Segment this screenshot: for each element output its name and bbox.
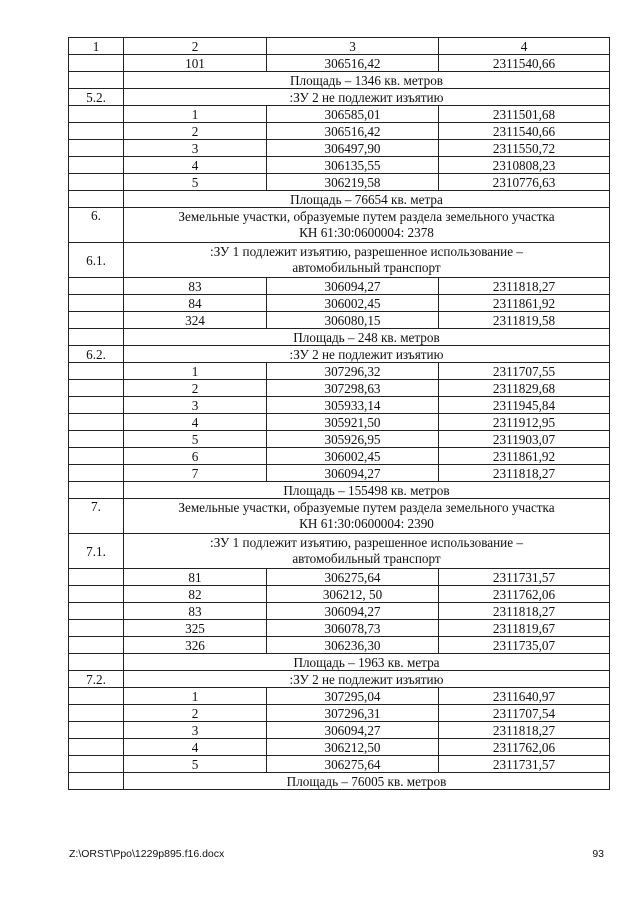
- area-text: Площадь – 155498 кв. метров: [124, 482, 610, 499]
- y-coordinate: 2311818,27: [439, 465, 610, 482]
- x-coordinate: 306275,64: [267, 756, 439, 773]
- table-row: [69, 705, 610, 722]
- x-coordinate: 306236,30: [267, 637, 439, 654]
- x-coordinate: 306094,27: [267, 465, 439, 482]
- section-cell: [69, 329, 124, 346]
- table-row: [69, 431, 610, 448]
- table-row: [69, 414, 610, 431]
- point-number: 2: [124, 705, 267, 722]
- section-cell: [69, 637, 124, 654]
- header-row: [69, 38, 610, 55]
- group-heading-line: КН 61:30:0600004: 2390: [299, 516, 434, 531]
- y-coordinate: 2311735,07: [439, 637, 610, 654]
- x-coordinate: 307296,31: [267, 705, 439, 722]
- point-number: 5: [124, 756, 267, 773]
- point-number: 325: [124, 620, 267, 637]
- table-row: [69, 756, 610, 773]
- coordinates-table: [68, 37, 610, 790]
- section-cell: [69, 72, 124, 89]
- x-coordinate: 306135,55: [267, 157, 439, 174]
- table-row: [69, 637, 610, 654]
- y-coordinate: 2311540,66: [439, 123, 610, 140]
- section-cell: [69, 482, 124, 499]
- point-number: 6: [124, 448, 267, 465]
- table-row: [69, 106, 610, 123]
- y-coordinate: 2311912,95: [439, 414, 610, 431]
- y-coordinate: 2311819,58: [439, 312, 610, 329]
- area-row: [69, 72, 610, 89]
- table-row: [69, 603, 610, 620]
- section-cell: [69, 654, 124, 671]
- section-cell: [69, 569, 124, 586]
- section-cell: [69, 414, 124, 431]
- group-heading-line: Земельные участки, образуемые путем раздела земельного участка: [178, 500, 555, 515]
- parcel-label: :ЗУ 2 не подлежит изъятию: [124, 671, 610, 688]
- point-number: 7: [124, 465, 267, 482]
- area-row: [69, 329, 610, 346]
- table-row: [69, 174, 610, 191]
- x-coordinate: 306094,27: [267, 603, 439, 620]
- x-coordinate: 306497,90: [267, 140, 439, 157]
- section-cell: [69, 705, 124, 722]
- area-row: [69, 773, 610, 790]
- y-coordinate: 2311731,57: [439, 756, 610, 773]
- section-number: 7.1.: [69, 534, 124, 569]
- parcel-label: [124, 243, 610, 278]
- parcel-label-line: :ЗУ 1 подлежит изъятию, разрешенное использование –: [210, 244, 523, 259]
- section-cell: [69, 431, 124, 448]
- section-cell: [69, 123, 124, 140]
- point-number: 82: [124, 586, 267, 603]
- x-coordinate: 306212, 50: [267, 586, 439, 603]
- section-cell: [69, 191, 124, 208]
- y-coordinate: 2311861,92: [439, 448, 610, 465]
- point-number: 101: [124, 55, 267, 72]
- y-coordinate: 2311861,92: [439, 295, 610, 312]
- parcel-label-row: [69, 89, 610, 106]
- point-number: 4: [124, 157, 267, 174]
- section-cell: [69, 756, 124, 773]
- point-number: 5: [124, 431, 267, 448]
- table-row: [69, 380, 610, 397]
- table-row: [69, 312, 610, 329]
- point-number: 83: [124, 603, 267, 620]
- y-coordinate: 2311819,67: [439, 620, 610, 637]
- x-coordinate: 307296,32: [267, 363, 439, 380]
- y-coordinate: 2310808,23: [439, 157, 610, 174]
- table-row: [69, 465, 610, 482]
- header-cell: 1: [69, 38, 124, 55]
- section-number: 6.: [69, 208, 124, 243]
- table-row: [69, 123, 610, 140]
- x-coordinate: 306094,27: [267, 278, 439, 295]
- group-heading-line: Земельные участки, образуемые путем раздела земельного участка: [178, 209, 555, 224]
- section-cell: [69, 397, 124, 414]
- section-cell: 6.2.: [69, 346, 124, 363]
- section-number: 7.: [69, 499, 124, 534]
- y-coordinate: 2311707,54: [439, 705, 610, 722]
- parcel-label: :ЗУ 2 не подлежит изъятию: [124, 346, 610, 363]
- y-coordinate: 2311818,27: [439, 278, 610, 295]
- x-coordinate: 305933,14: [267, 397, 439, 414]
- y-coordinate: 2311762,06: [439, 586, 610, 603]
- header-cell: 3: [267, 38, 439, 55]
- table-row: [69, 397, 610, 414]
- y-coordinate: 2311818,27: [439, 722, 610, 739]
- point-number: 3: [124, 140, 267, 157]
- table-row: [69, 55, 610, 72]
- y-coordinate: 2311540,66: [439, 55, 610, 72]
- point-number: 5: [124, 174, 267, 191]
- group-heading: [124, 208, 610, 243]
- y-coordinate: 2311707,55: [439, 363, 610, 380]
- parcel-label: [124, 534, 610, 569]
- point-number: 3: [124, 397, 267, 414]
- y-coordinate: 2311550,72: [439, 140, 610, 157]
- y-coordinate: 2310776,63: [439, 174, 610, 191]
- table-row: [69, 157, 610, 174]
- section-cell: [69, 620, 124, 637]
- section-cell: [69, 174, 124, 191]
- x-coordinate: 306516,42: [267, 123, 439, 140]
- table-row: [69, 688, 610, 705]
- area-row: [69, 654, 610, 671]
- group-heading-row: [69, 499, 610, 534]
- header-cell: 4: [439, 38, 610, 55]
- area-text: Площадь – 1963 кв. метра: [124, 654, 610, 671]
- section-cell: [69, 688, 124, 705]
- section-cell: [69, 106, 124, 123]
- parcel-label-line: автомобильный транспорт: [292, 260, 441, 275]
- point-number: 4: [124, 739, 267, 756]
- x-coordinate: 306094,27: [267, 722, 439, 739]
- x-coordinate: 306219,58: [267, 174, 439, 191]
- parcel-label-row: [69, 671, 610, 688]
- point-number: 1: [124, 688, 267, 705]
- point-number: 83: [124, 278, 267, 295]
- section-cell: [69, 603, 124, 620]
- table-row: [69, 739, 610, 756]
- area-row: [69, 191, 610, 208]
- x-coordinate: 306002,45: [267, 448, 439, 465]
- point-number: 324: [124, 312, 267, 329]
- y-coordinate: 2311731,57: [439, 569, 610, 586]
- y-coordinate: 2311762,06: [439, 739, 610, 756]
- section-cell: [69, 157, 124, 174]
- section-cell: [69, 739, 124, 756]
- table-row: [69, 448, 610, 465]
- x-coordinate: 306516,42: [267, 55, 439, 72]
- x-coordinate: 306212,50: [267, 739, 439, 756]
- parcel-label-line: :ЗУ 1 подлежит изъятию, разрешенное использование –: [210, 535, 523, 550]
- y-coordinate: 2311640,97: [439, 688, 610, 705]
- x-coordinate: 306080,15: [267, 312, 439, 329]
- section-cell: [69, 312, 124, 329]
- x-coordinate: 306078,73: [267, 620, 439, 637]
- x-coordinate: 305926,95: [267, 431, 439, 448]
- page-number: 93: [592, 848, 604, 860]
- section-cell: [69, 295, 124, 312]
- parcel-label-row: [69, 243, 610, 278]
- x-coordinate: 306585,01: [267, 106, 439, 123]
- table-body: [69, 38, 610, 790]
- x-coordinate: 307298,63: [267, 380, 439, 397]
- section-cell: [69, 363, 124, 380]
- header-cell: 2: [124, 38, 267, 55]
- section-cell: [69, 773, 124, 790]
- group-heading: [124, 499, 610, 534]
- area-text: Площадь – 76654 кв. метра: [124, 191, 610, 208]
- table-row: [69, 569, 610, 586]
- table-row: [69, 722, 610, 739]
- area-row: [69, 482, 610, 499]
- point-number: 1: [124, 106, 267, 123]
- point-number: 2: [124, 380, 267, 397]
- section-cell: [69, 140, 124, 157]
- x-coordinate: 307295,04: [267, 688, 439, 705]
- point-number: 4: [124, 414, 267, 431]
- group-heading-line: КН 61:30:0600004: 2378: [299, 225, 434, 240]
- parcel-label: :ЗУ 2 не подлежит изъятию: [124, 89, 610, 106]
- parcel-label-row: [69, 346, 610, 363]
- x-coordinate: 306275,64: [267, 569, 439, 586]
- section-cell: 7.2.: [69, 671, 124, 688]
- point-number: 84: [124, 295, 267, 312]
- table-row: [69, 620, 610, 637]
- group-heading-row: [69, 208, 610, 243]
- file-path: Z:\ORST\Ppo\1229p895.f16.docx: [69, 848, 225, 860]
- area-text: Площадь – 76005 кв. метров: [124, 773, 610, 790]
- section-number: 6.1.: [69, 243, 124, 278]
- y-coordinate: 2311829,68: [439, 380, 610, 397]
- section-cell: [69, 55, 124, 72]
- area-text: Площадь – 248 кв. метров: [124, 329, 610, 346]
- section-cell: [69, 722, 124, 739]
- y-coordinate: 2311818,27: [439, 603, 610, 620]
- section-cell: [69, 465, 124, 482]
- x-coordinate: 306002,45: [267, 295, 439, 312]
- area-text: Площадь – 1346 кв. метров: [124, 72, 610, 89]
- section-cell: [69, 380, 124, 397]
- point-number: 1: [124, 363, 267, 380]
- table-row: [69, 278, 610, 295]
- table-row: [69, 363, 610, 380]
- section-cell: 5.2.: [69, 89, 124, 106]
- parcel-label-line: автомобильный транспорт: [292, 551, 441, 566]
- parcel-label-row: [69, 534, 610, 569]
- table-row: [69, 586, 610, 603]
- table-row: [69, 140, 610, 157]
- y-coordinate: 2311501,68: [439, 106, 610, 123]
- table-row: [69, 295, 610, 312]
- y-coordinate: 2311945,84: [439, 397, 610, 414]
- point-number: 81: [124, 569, 267, 586]
- point-number: 326: [124, 637, 267, 654]
- section-cell: [69, 448, 124, 465]
- section-cell: [69, 278, 124, 295]
- point-number: 2: [124, 123, 267, 140]
- point-number: 3: [124, 722, 267, 739]
- x-coordinate: 305921,50: [267, 414, 439, 431]
- y-coordinate: 2311903,07: [439, 431, 610, 448]
- section-cell: [69, 586, 124, 603]
